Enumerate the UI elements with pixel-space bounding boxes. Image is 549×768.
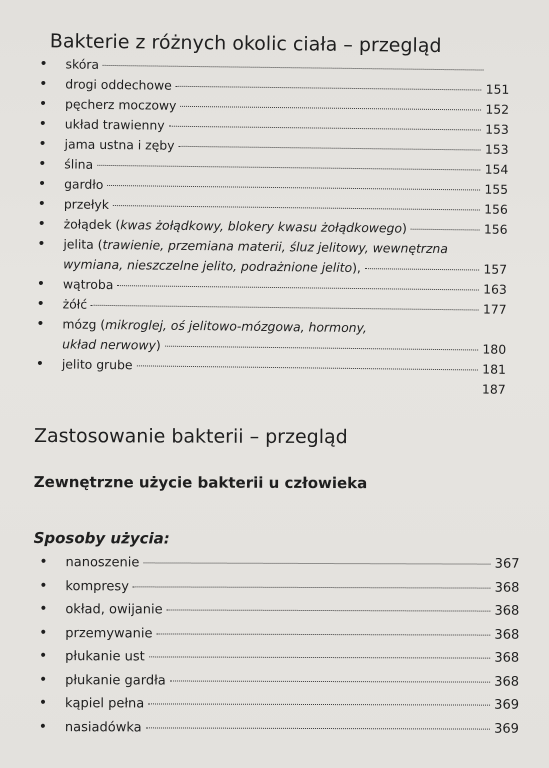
section-bacteria-body-regions [26, 30, 510, 400]
page-number: 153 [485, 121, 509, 137]
page-number: 156 [484, 201, 508, 217]
dot-leader [411, 229, 480, 231]
bullet-icon: • [39, 601, 48, 618]
bullet-icon: • [39, 56, 48, 73]
entry-label: układ trawienny [64, 116, 165, 133]
section-subheading: Sposoby użycia: [33, 529, 170, 548]
bullet-icon: • [37, 176, 47, 193]
entry-label: skóra [65, 56, 100, 72]
entry-label: płukanie gardła [65, 672, 166, 688]
bullet-icon: • [39, 554, 48, 571]
page-number: 157 [483, 261, 508, 277]
dot-leader [157, 633, 491, 635]
page-number: 156 [483, 221, 508, 237]
toc-entry-przemywanie [29, 621, 519, 646]
page-number: 369 [494, 697, 520, 713]
dot-leader [167, 609, 491, 611]
dot-leader [91, 305, 479, 311]
label-text: żołądek ( [63, 216, 121, 233]
dot-leader [170, 680, 490, 682]
entry-label: ślina [64, 156, 94, 172]
entry-label: nanoszenie [65, 555, 140, 571]
dot-leader [148, 703, 490, 705]
page-number: 181 [482, 361, 506, 377]
page-number: 187 [481, 381, 506, 397]
entry-label: żółć [62, 296, 88, 312]
dot-leader [113, 205, 480, 210]
page-number: 368 [494, 674, 520, 690]
section-subtitle: Zewnętrzne użycie bakterii u człowieka [33, 473, 368, 493]
label-text: ), [352, 259, 362, 276]
dot-leader [137, 365, 479, 370]
dot-leader [117, 285, 479, 290]
label-text: jelita ( [63, 236, 103, 252]
dot-leader [97, 165, 481, 171]
page-number: 369 [494, 721, 519, 737]
dot-leader [365, 268, 480, 270]
entry-label: przełyk [63, 196, 110, 212]
toc-entry-kompresy [29, 574, 519, 599]
section-bacteria-application [29, 425, 520, 741]
dot-leader [178, 146, 480, 151]
bullet-icon: • [38, 718, 48, 735]
bullet-icon: • [38, 116, 48, 133]
page-number: 368 [494, 650, 520, 666]
toc-entry-jelita [27, 234, 507, 280]
bullet-icon: • [39, 577, 48, 594]
page-number: 163 [483, 281, 507, 297]
entry-label: płukanie ust [65, 649, 145, 665]
bullet-icon: • [39, 624, 48, 641]
bullet-icon: • [38, 156, 47, 173]
entry-label: jelito grube [61, 356, 133, 373]
bullet-icon: • [39, 76, 48, 93]
bullet-icon: • [39, 648, 48, 665]
entry-label: gardło [64, 176, 104, 192]
entry-label: wątroba [62, 276, 114, 293]
toc-entry-oklad [29, 598, 519, 623]
bullet-icon: • [38, 136, 47, 153]
bullet-icon: • [36, 296, 45, 313]
page-number: 153 [484, 141, 509, 157]
section-title: Bakterie z różnych okolic ciała – przegląd [49, 30, 442, 58]
label-italic: trawienie, przemiana materii, śluz jelitowy, wewnętrzna [102, 236, 448, 257]
entry-label: kąpiel pełna [65, 696, 145, 712]
spacer [66, 385, 478, 390]
dot-leader [103, 65, 484, 71]
label-italic: wymiana, nieszczelne jelito, podrażnione jelito [63, 256, 353, 275]
page-number: 180 [482, 341, 507, 357]
section-title: Zastosowanie bakterii – przegląd [33, 425, 348, 449]
page-number: 151 [485, 81, 510, 97]
dot-leader [149, 656, 491, 658]
entry-label [62, 334, 161, 355]
bullet-icon: • [38, 671, 48, 688]
toc-entry-nanoszenie [29, 551, 519, 576]
toc-list [29, 551, 520, 741]
toc-entry-nasiadowka [29, 715, 519, 740]
entry-label: nasiadówka [64, 719, 142, 735]
page-number: 155 [484, 181, 509, 197]
label-text: mózg ( [62, 316, 106, 332]
dot-leader [176, 86, 482, 91]
page-number: 154 [484, 161, 509, 177]
dot-leader [169, 126, 482, 131]
page-number: 368 [494, 627, 520, 643]
dot-leader [180, 106, 481, 111]
dot-leader [143, 562, 490, 564]
entry-label: okład, owijanie [65, 602, 163, 618]
bullet-icon: • [37, 196, 47, 213]
toc-list [26, 54, 510, 400]
toc-entry-plukanie-gardla [29, 668, 519, 693]
page-number: 177 [482, 301, 507, 317]
page-number: 152 [485, 101, 510, 117]
page-number: 367 [494, 556, 520, 572]
toc-entry-plukanie-ust [29, 645, 519, 670]
dot-leader [165, 346, 479, 351]
bullet-icon: • [38, 695, 48, 712]
bullet-icon: • [36, 276, 46, 293]
entry-label: drogi oddechowe [65, 76, 172, 93]
entry-label: jama ustna i zęby [64, 136, 175, 153]
entry-label: pęcherz moczowy [65, 96, 177, 113]
label-italic: układ nerwowy [62, 336, 157, 353]
page-number: 368 [494, 603, 520, 619]
label-italic: kwas żołądkowy, blokery kwasu żołądkowego [120, 217, 403, 236]
bullet-icon: • [35, 356, 45, 373]
entry-label: kompresy [65, 578, 129, 594]
label-text: ) [401, 220, 407, 236]
toc-entry-kapiel-pelna [29, 692, 519, 717]
toc-entry-mozg [26, 314, 506, 360]
label-italic: mikroglej, oś jelitowo-mózgowa, hormony, [105, 316, 367, 336]
page-number: 368 [494, 580, 520, 596]
dot-leader [133, 586, 491, 588]
bullet-icon: • [38, 96, 48, 113]
entry-label: przemywanie [65, 625, 153, 641]
label-text: ) [155, 337, 161, 353]
bullet-icon: • [37, 236, 46, 253]
bullet-icon: • [36, 316, 45, 333]
dot-leader [107, 185, 480, 191]
dot-leader [146, 727, 491, 729]
bullet-icon: • [37, 216, 46, 233]
